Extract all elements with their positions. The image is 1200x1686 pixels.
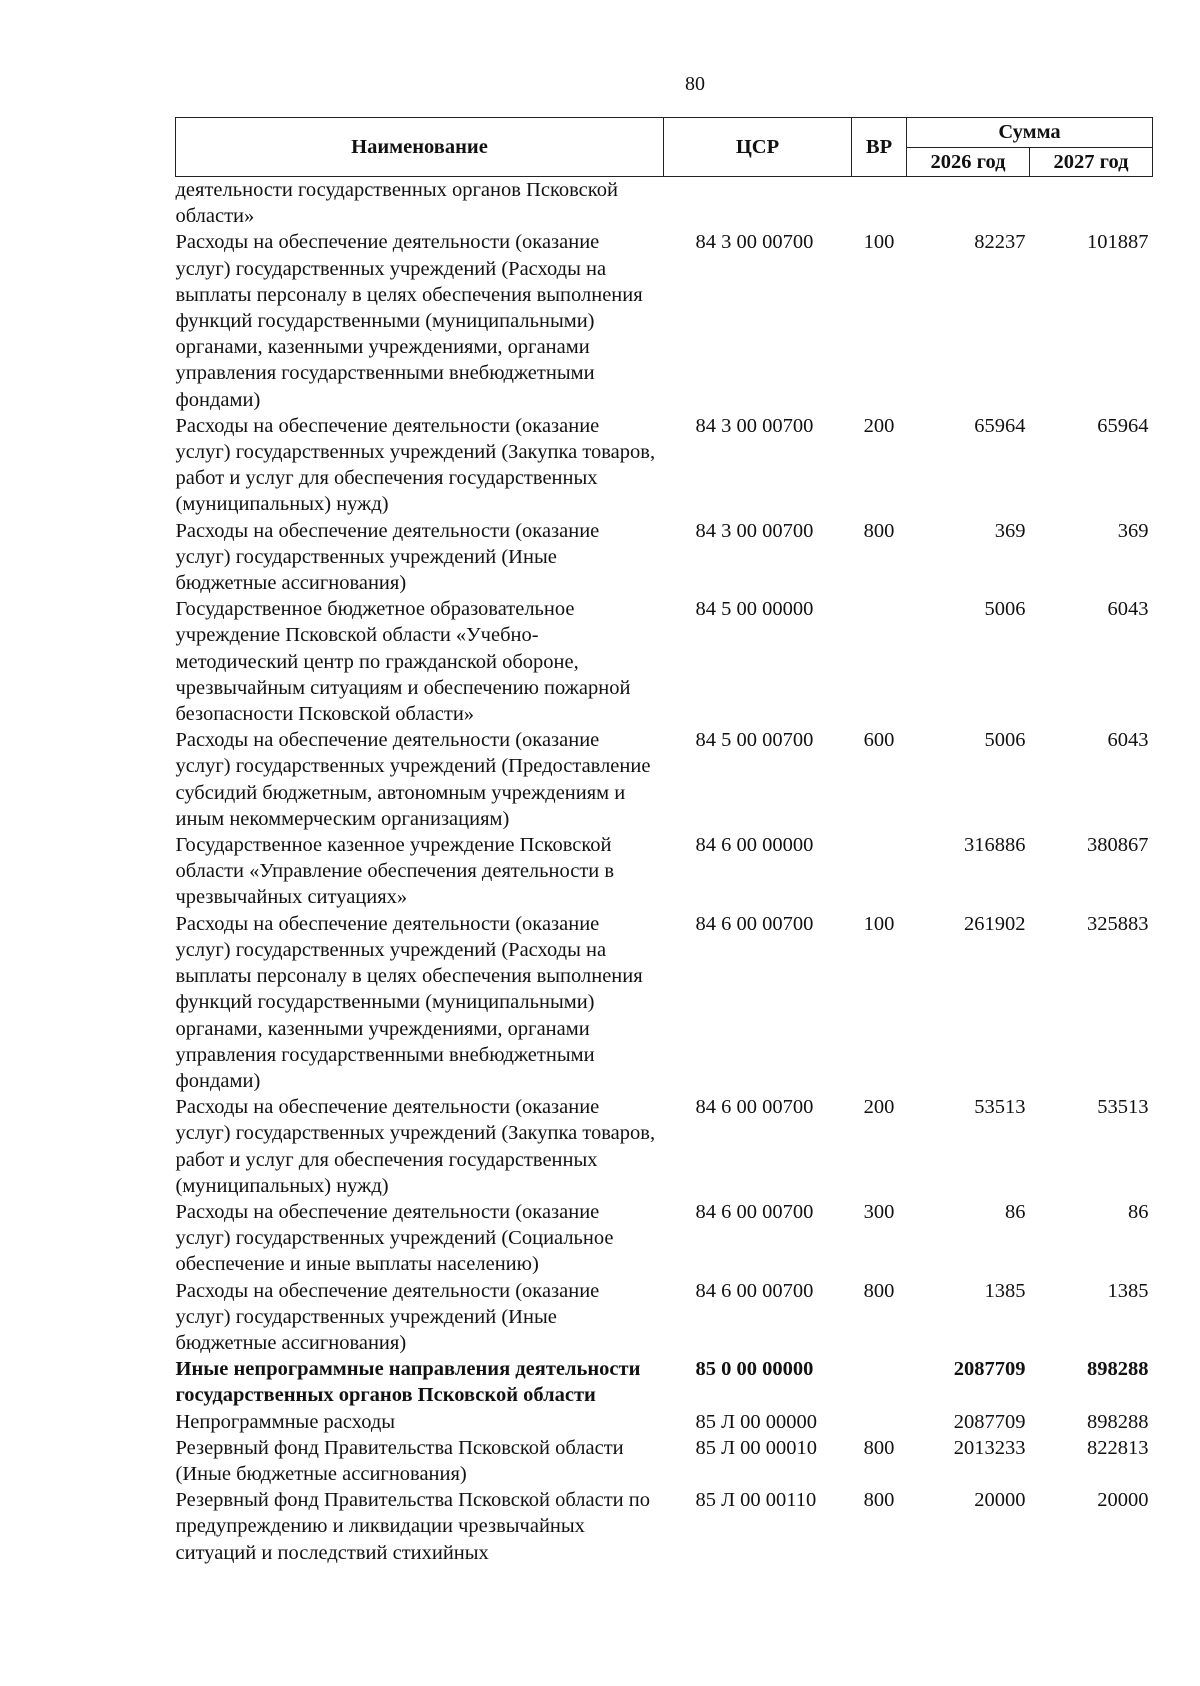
row-amount-2027-cell: 101887 <box>1087 231 1149 254</box>
row-name-cell: Резервный фонд Правительства Псковской области по предупреждению и ликвидации чрезвычайных ситуаций и последствий стихийных <box>175 1489 651 1564</box>
header-vr: ВР <box>852 118 907 177</box>
row-amount-2026-cell: 86 <box>1005 1200 1026 1223</box>
row-csr-cell: 85 Л 00 00010 <box>695 1436 818 1459</box>
row-amount-2027-cell: 380867 <box>1087 834 1149 857</box>
table-row <box>176 911 1153 1094</box>
row-vr-cell <box>852 1356 907 1408</box>
row-vr-cell: 800 <box>863 519 895 542</box>
row-amount-2027-cell: 369 <box>1117 519 1149 542</box>
header-year-2026: 2026 год <box>907 147 1030 177</box>
row-amount-2026-cell: 316886 <box>964 834 1026 857</box>
row-csr-cell: 84 6 00 00700 <box>695 1279 814 1302</box>
table-body <box>176 177 1153 1566</box>
table-row <box>176 1278 1153 1357</box>
row-amount-2026-cell <box>907 177 1030 230</box>
row-vr-cell: 600 <box>863 729 895 752</box>
row-amount-2026-cell: 2013233 <box>953 1436 1026 1459</box>
row-name-cell: Резервный фонд Правительства Псковской области (Иные бюджетные ассигнования) <box>175 1436 624 1485</box>
row-vr-cell: 800 <box>863 1436 895 1459</box>
row-csr-cell <box>664 177 852 230</box>
row-vr-cell: 300 <box>863 1200 895 1223</box>
row-vr-cell <box>852 1409 907 1435</box>
row-amount-2026-cell: 2087709 <box>953 1358 1026 1381</box>
row-csr-cell: 85 Л 00 00000 <box>695 1410 818 1433</box>
row-amount-2026-cell: 65964 <box>974 414 1026 437</box>
row-amount-2027-cell: 65964 <box>1097 414 1149 437</box>
row-amount-2026-cell: 82237 <box>974 231 1026 254</box>
row-amount-2026-cell: 5006 <box>984 598 1026 621</box>
row-name-cell: Государственное казенное учреждение Псковской области «Управление обеспечения деятельности в чрезвычайных ситуациях» <box>175 834 615 909</box>
row-amount-2027-cell: 325883 <box>1087 912 1149 935</box>
row-csr-cell: 85 Л 00 00110 <box>695 1489 817 1512</box>
row-vr-cell: 100 <box>863 231 895 254</box>
row-csr-cell: 84 6 00 00000 <box>695 834 814 857</box>
table-row <box>176 177 1153 230</box>
table-row <box>176 413 1153 518</box>
table-row <box>176 1435 1153 1487</box>
row-amount-2027-cell: 1385 <box>1107 1279 1149 1302</box>
budget-table <box>175 117 1153 1566</box>
table-row <box>176 727 1153 832</box>
header-year-2027: 2027 год <box>1030 147 1153 177</box>
row-name-cell: Расходы на обеспечение деятельности (оказание услуг) государственных учреждений (Расходы на выплаты персоналу в целях обеспечения выполнения функций государственными (муниципальными) органами, казенными учреждениями, органами управления государственными внебюджетными фондами) <box>175 231 643 411</box>
header-sum: Сумма <box>907 118 1153 148</box>
row-name-cell: Государственное бюджетное образовательное учреждение Псковской области «Учебно-методический центр по гражданской обороне, чрезвычайным ситуациям и обеспечению пожарной безопасности Псковской области» <box>175 598 631 726</box>
row-amount-2026-cell: 1385 <box>984 1279 1026 1302</box>
row-name-cell: деятельности государственных органов Псковской области» <box>175 179 618 228</box>
row-name-cell: Расходы на обеспечение деятельности (оказание услуг) государственных учреждений (Иные бюджетные ассигнования) <box>175 1279 600 1354</box>
table-row <box>176 1487 1153 1566</box>
row-amount-2027-cell <box>1030 177 1153 230</box>
table-row <box>176 1199 1153 1278</box>
row-name-cell: Непрограммные расходы <box>175 1410 396 1433</box>
row-amount-2026-cell: 53513 <box>974 1096 1026 1119</box>
row-vr-cell: 800 <box>863 1489 895 1512</box>
row-csr-cell: 84 6 00 00700 <box>695 912 814 935</box>
row-amount-2027-cell: 822813 <box>1087 1436 1149 1459</box>
row-amount-2026-cell: 5006 <box>984 729 1026 752</box>
row-vr-cell: 100 <box>863 912 895 935</box>
row-vr-cell <box>852 596 907 727</box>
row-amount-2027-cell: 86 <box>1128 1200 1149 1223</box>
table-row <box>176 832 1153 911</box>
row-amount-2027-cell: 898288 <box>1087 1410 1149 1433</box>
header-name: Наименование <box>176 118 664 177</box>
row-csr-cell: 84 5 00 00700 <box>695 729 814 752</box>
row-vr-cell <box>852 832 907 911</box>
row-name-cell: Расходы на обеспечение деятельности (оказание услуг) государственных учреждений (Иные бюджетные ассигнования) <box>175 519 600 595</box>
page-number: 80 <box>685 73 705 95</box>
row-vr-cell: 200 <box>863 414 895 437</box>
row-amount-2027-cell: 6043 <box>1107 598 1149 621</box>
table-row <box>176 1356 1153 1408</box>
row-csr-cell: 84 6 00 00700 <box>695 1200 814 1223</box>
row-name-cell: Иные непрограммные направления деятельности государственных органов Псковской области <box>175 1358 641 1407</box>
table-row <box>176 229 1153 412</box>
row-csr-cell: 84 3 00 00700 <box>695 414 814 437</box>
row-name-cell: Расходы на обеспечение деятельности (оказание услуг) государственных учреждений (Предоставление субсидий бюджетным, автономным учреждениям и иным некоммерческим организациям) <box>175 729 651 830</box>
table-row <box>176 596 1153 727</box>
row-amount-2026-cell: 20000 <box>974 1489 1026 1512</box>
table-row <box>176 518 1153 597</box>
row-vr-cell <box>852 177 907 230</box>
row-name-cell: Расходы на обеспечение деятельности (оказание услуг) государственных учреждений (Закупка товаров, работ и услуг для обеспечения государственных (муниципальных) нужд) <box>175 414 656 516</box>
row-csr-cell: 84 3 00 00700 <box>695 231 814 254</box>
row-amount-2026-cell: 261902 <box>964 912 1026 935</box>
table-row <box>176 1094 1153 1199</box>
row-csr-cell: 85 0 00 00000 <box>695 1358 814 1381</box>
table-row <box>176 1409 1153 1435</box>
header-csr: ЦСР <box>664 118 852 177</box>
row-amount-2027-cell: 20000 <box>1097 1489 1149 1512</box>
table-header <box>176 118 1153 177</box>
row-csr-cell: 84 3 00 00700 <box>695 519 814 542</box>
row-csr-cell: 84 6 00 00700 <box>695 1096 814 1119</box>
row-csr-cell: 84 5 00 00000 <box>695 598 814 621</box>
row-name-cell: Расходы на обеспечение деятельности (оказание услуг) государственных учреждений (Расходы на выплаты персоналу в целях обеспечения выполнения функций государственными (муниципальными) органами, казенными учреждениями, органами управления государственными внебюджетными фондами) <box>175 912 643 1092</box>
row-amount-2027-cell: 6043 <box>1107 729 1149 752</box>
budget-table-wrapper <box>175 117 1152 1566</box>
row-name-cell: Расходы на обеспечение деятельности (оказание услуг) государственных учреждений (Закупка товаров, работ и услуг для обеспечения государственных (муниципальных) нужд) <box>175 1096 656 1197</box>
row-amount-2027-cell: 898288 <box>1087 1358 1149 1381</box>
row-amount-2026-cell: 2087709 <box>953 1410 1026 1433</box>
row-vr-cell: 200 <box>863 1096 895 1119</box>
row-amount-2027-cell: 53513 <box>1097 1096 1149 1119</box>
row-amount-2026-cell: 369 <box>994 519 1026 542</box>
row-name-cell: Расходы на обеспечение деятельности (оказание услуг) государственных учреждений (Социальное обеспечение и иные выплаты населению) <box>175 1200 614 1276</box>
row-vr-cell: 800 <box>863 1279 895 1302</box>
